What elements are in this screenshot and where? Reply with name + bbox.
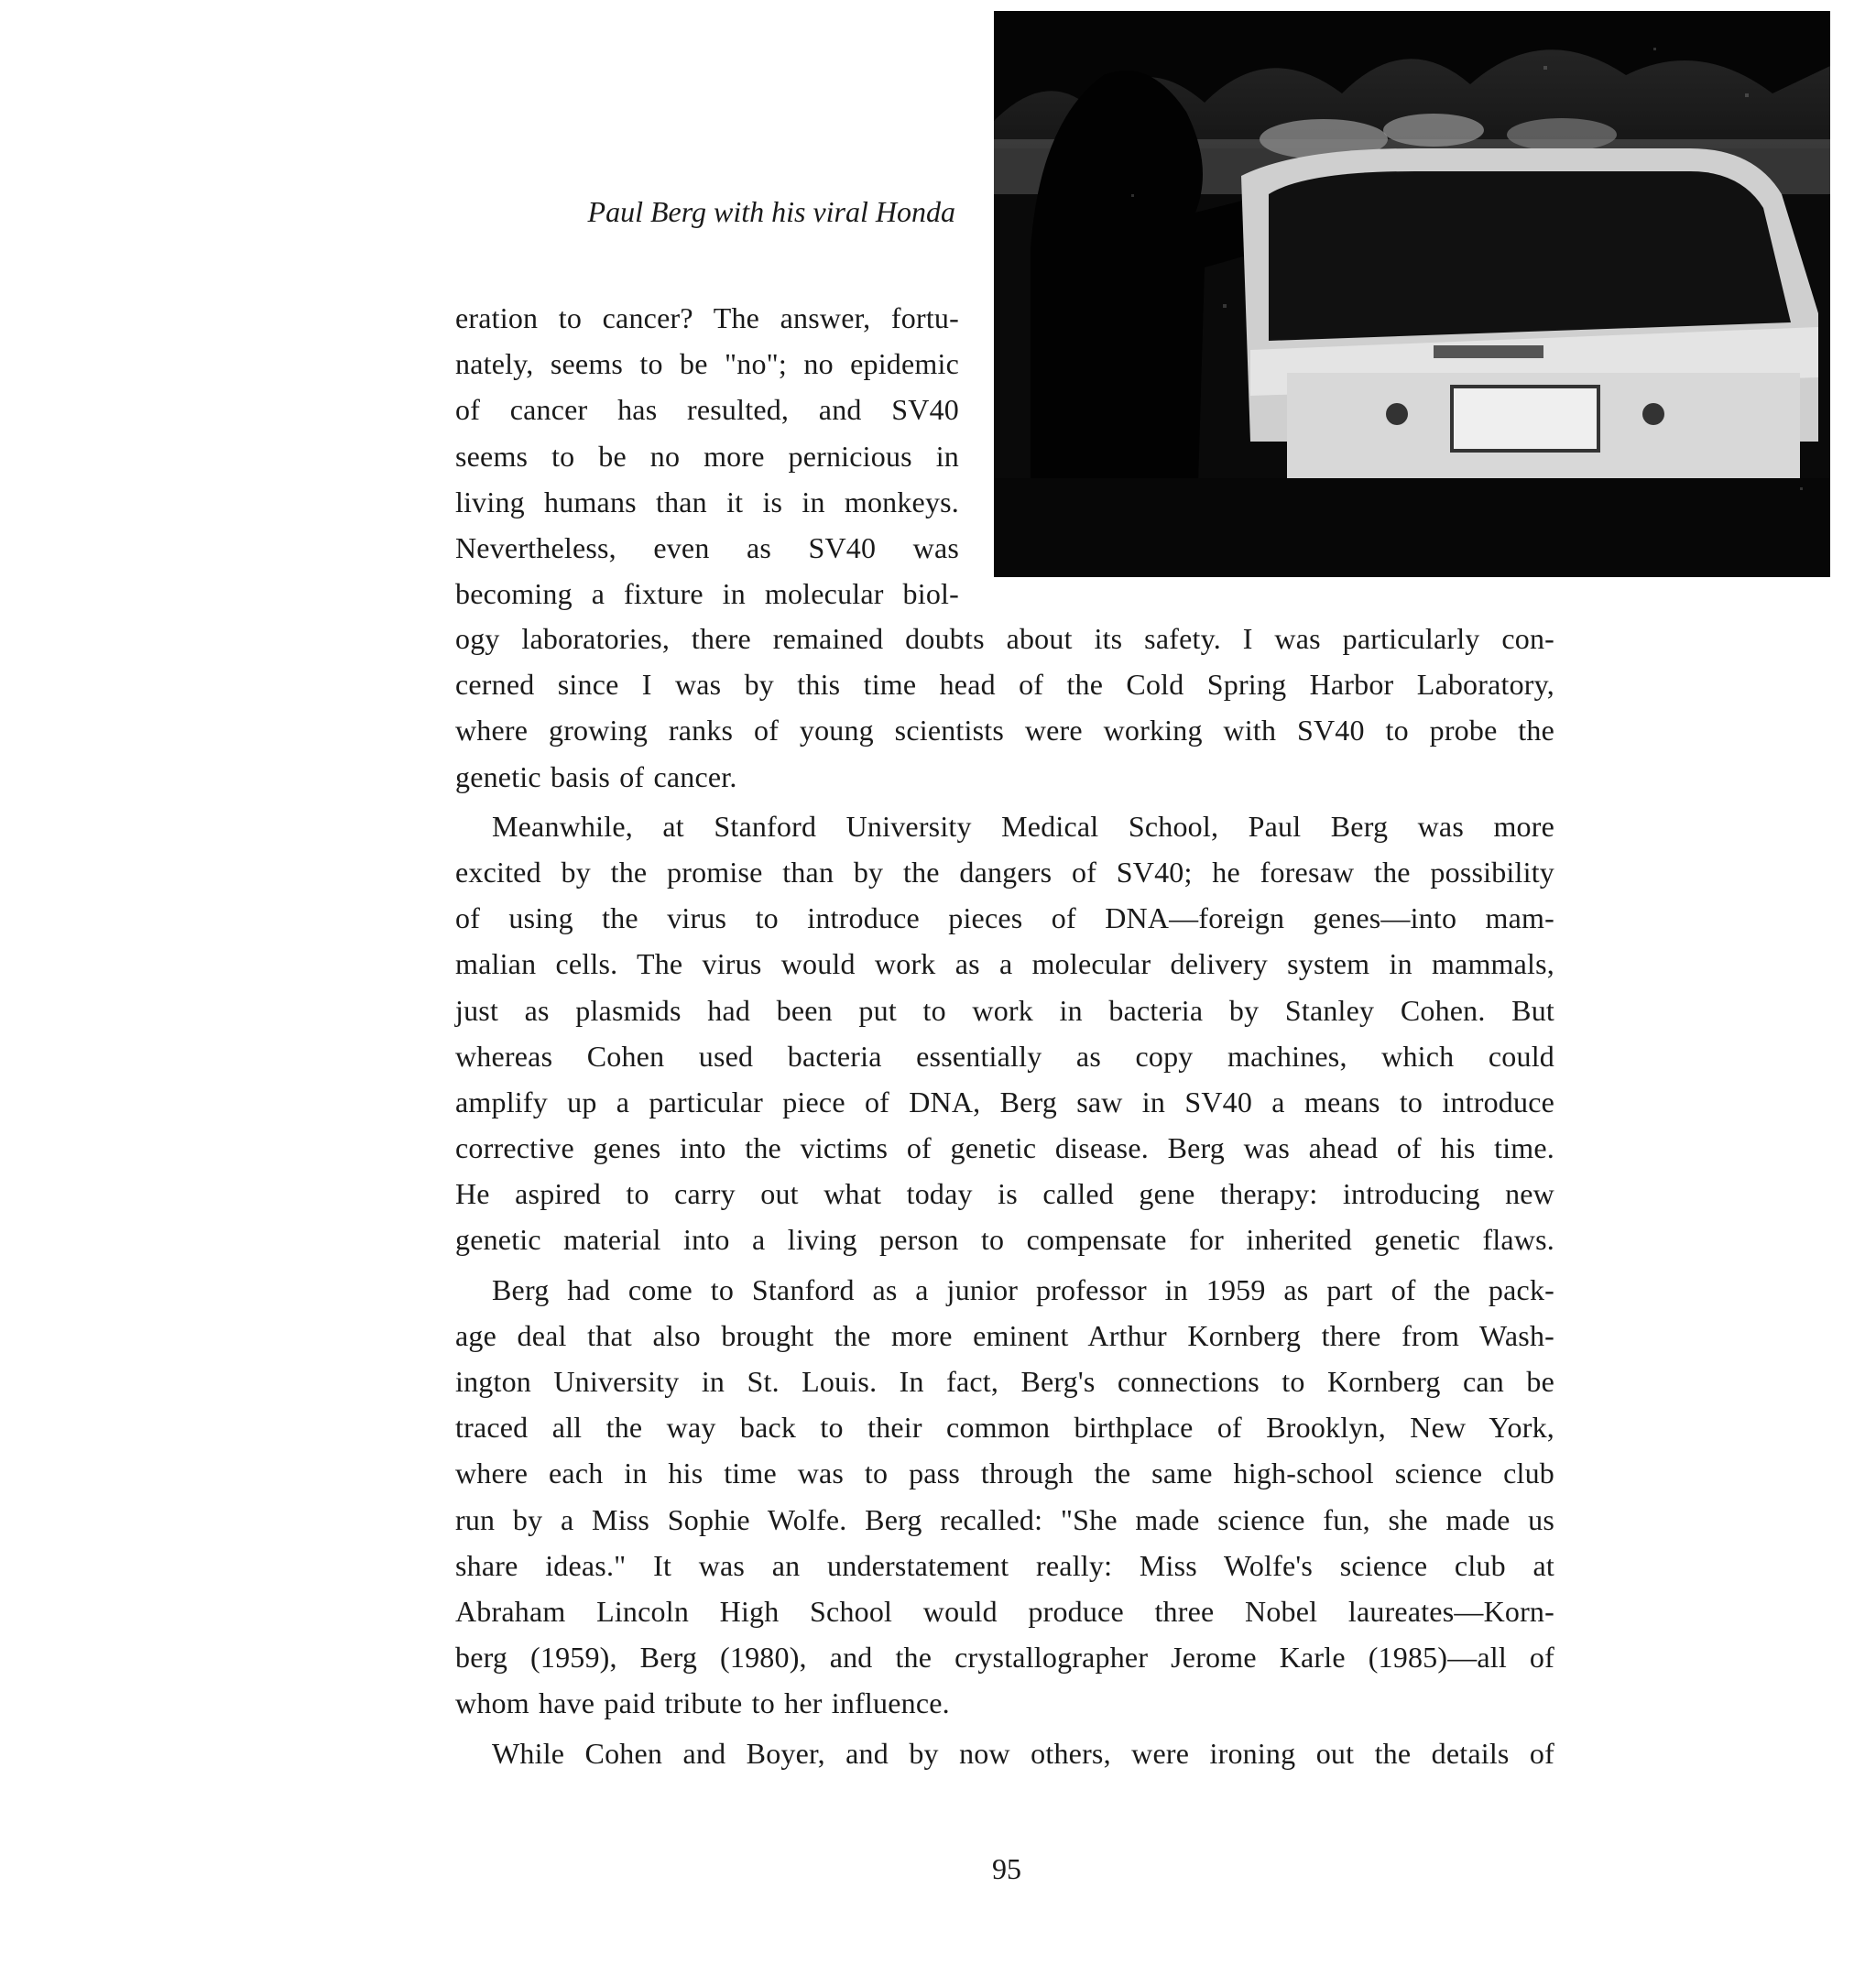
paragraph-1 bbox=[455, 616, 1554, 800]
text-line: nately, seems to be "no"; no epidemic bbox=[455, 347, 959, 381]
text-line: cerned since I was by this time head of the Cold Spring Harbor Laboratory, bbox=[455, 668, 1554, 702]
text-line: eration to cancer? The answer, fortu- bbox=[455, 301, 959, 334]
text-line: Meanwhile, at Stanford University Medical School, Paul Berg was more bbox=[492, 809, 1554, 843]
text-line: of cancer has resulted, and SV40 bbox=[455, 393, 959, 427]
paragraph-3 bbox=[455, 1267, 1554, 1727]
text-line: whereas Cohen used bacteria essentially as copy machines, which could bbox=[455, 1039, 1554, 1073]
text-line: seems to be no more pernicious in bbox=[455, 439, 959, 473]
text-line: corrective genes into the victims of genetic disease. Berg was ahead of his time. bbox=[455, 1131, 1554, 1165]
text-line: Nevertheless, even as SV40 was bbox=[455, 530, 959, 564]
text-line: genetic material into a living person to compensate for inherited genetic flaws. bbox=[455, 1223, 1554, 1257]
text-line: He aspired to carry out what today is called gene therapy: introducing new bbox=[455, 1177, 1554, 1211]
text-line: ogy laboratories, there remained doubts about its safety. I was particularly con- bbox=[455, 622, 1554, 655]
text-line: Berg had come to Stanford as a junior professor in 1959 as part of the pack- bbox=[492, 1272, 1554, 1306]
page-number: 95 bbox=[992, 1852, 1021, 1885]
text-line: traced all the way back to their common birthplace of Brooklyn, New York, bbox=[455, 1411, 1554, 1445]
paragraph-4 bbox=[455, 1730, 1554, 1776]
text-line: run by a Miss Sophie Wolfe. Berg recalled: "She made science fun, she made us bbox=[455, 1502, 1554, 1536]
text-line: whom have paid tribute to her influence. bbox=[455, 1686, 950, 1720]
text-line: share ideas." It was an understatement really: Miss Wolfe's science club at bbox=[455, 1548, 1554, 1582]
text-line: amplify up a particular piece of DNA, Berg saw in SV40 a means to introduce bbox=[455, 1085, 1554, 1118]
photo-graphic bbox=[994, 11, 1830, 577]
text-line: While Cohen and Boyer, and by now others, were ironing out the details of bbox=[492, 1736, 1554, 1770]
figure-caption: Paul Berg with his viral Honda bbox=[587, 195, 955, 228]
text-line: age deal that also brought the more eminent Arthur Kornberg there from Wash- bbox=[455, 1318, 1554, 1352]
text-line: Abraham Lincoln High School would produce three Nobel laureates—Korn- bbox=[455, 1594, 1554, 1628]
text-line: just as plasmids had been put to work in bacteria by Stanley Cohen. But bbox=[455, 993, 1554, 1027]
text-line: excited by the promise than by the dangers of SV40; he foresaw the possibility bbox=[455, 855, 1554, 889]
text-line: where growing ranks of young scientists were working with SV40 to probe the bbox=[455, 714, 1554, 747]
text-line: of using the virus to introduce pieces of DNA—foreign genes—into mam- bbox=[455, 901, 1554, 935]
body-text bbox=[455, 616, 1554, 1780]
photograph-car-image bbox=[994, 11, 1830, 577]
text-line: genetic basis of cancer. bbox=[455, 759, 737, 793]
paragraph-2 bbox=[455, 803, 1554, 1263]
text-line: becoming a fixture in molecular biol- bbox=[455, 577, 959, 611]
text-line: berg (1959), Berg (1980), and the crystallographer Jerome Karle (1985)—all of bbox=[455, 1641, 1554, 1675]
text-line: ington University in St. Louis. In fact, Berg's connections to Kornberg can be bbox=[455, 1365, 1554, 1398]
text-line: malian cells. The virus would work as a molecular delivery system in mammals, bbox=[455, 947, 1554, 981]
text-line: where each in his time was to pass through the same high-school science club bbox=[455, 1457, 1554, 1490]
text-line: living humans than it is in monkeys. bbox=[455, 485, 959, 518]
wrapped-text-block bbox=[455, 295, 959, 617]
